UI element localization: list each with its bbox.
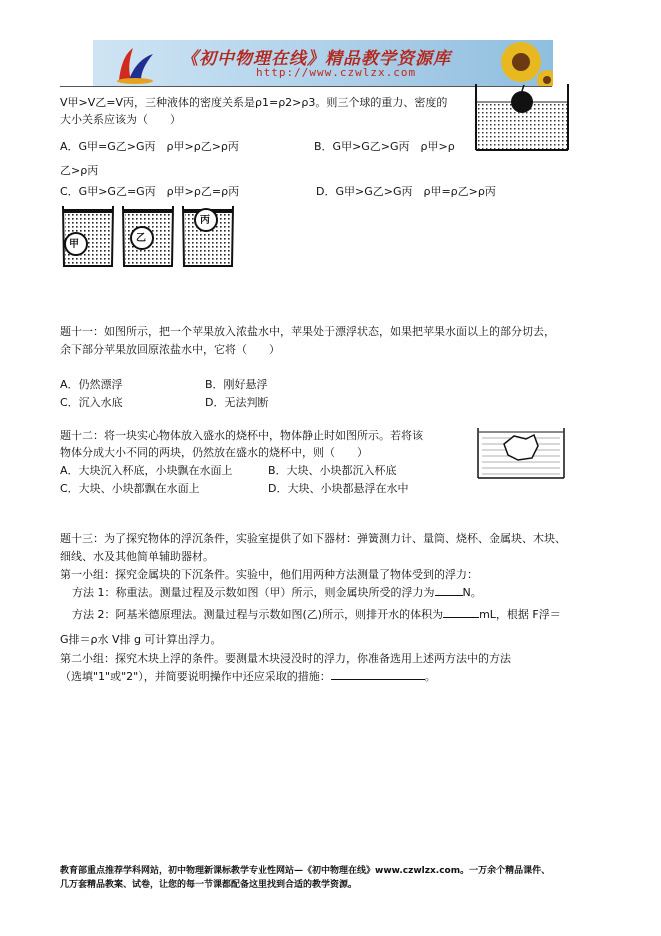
q11-option-b: B．刚好悬浮 — [205, 378, 268, 391]
beaker-label-jia: 甲 — [69, 239, 79, 250]
q10-line2: 大小关系应该为（ ） — [60, 113, 181, 126]
q12-option-d: D．大块、小块都悬浮在水中 — [268, 482, 409, 495]
site-logo-icon — [113, 44, 157, 84]
q13-method1-unit: N。 — [462, 586, 482, 599]
q13-line2: 细线、水及其他简单辅助器材。 — [60, 550, 214, 563]
q13-method1-text: 方法 1：称重法。测量过程及示数如图（甲）所示，则金属块所受的浮力为 — [72, 586, 435, 599]
answer-blank-buoyancy[interactable] — [435, 585, 463, 596]
q10-option-d: D．G甲>G乙>G丙 ρ甲=ρ乙>ρ丙 — [316, 185, 496, 198]
beaker-label-yi: 乙 — [136, 233, 146, 244]
q13-method1 — [72, 585, 482, 600]
stone-beaker-figure — [474, 424, 568, 482]
answer-blank-volume[interactable] — [443, 607, 479, 618]
header-title: 《初中物理在线》精品教学资源库 — [181, 49, 451, 69]
q13-method2 — [72, 607, 561, 622]
q13-method2-formula: G排＝ρ水 V排 g 可计算出浮力。 — [60, 633, 222, 646]
q13-group2-end: 。 — [424, 670, 436, 683]
q12-option-b: B．大块、小块都沉入杯底 — [268, 464, 397, 477]
q11-option-a: A．仍然漂浮 — [60, 378, 123, 391]
q11-line1: 题十一：如图所示，把一个苹果放入浓盐水中，苹果处于漂浮状态，如果把苹果水面以上的部分切去， — [60, 325, 555, 338]
q10-option-b-cont: 乙>ρ丙 — [60, 164, 99, 177]
q12-line1: 题十二：将一块实心物体放入盛水的烧杯中，物体静止时如图所示。若将该 — [60, 429, 423, 442]
q11-option-c: C．沉入水底 — [60, 396, 123, 409]
q11-line2: 余下部分苹果放回原浓盐水中，它将（ ） — [60, 343, 280, 356]
q13-group2-text: （选填"1"或"2"），并简要说明操作中还应采取的措施： — [60, 670, 331, 683]
q11-option-d: D．无法判断 — [205, 396, 269, 409]
q13-line3: 第一小组：探究金属块的下沉条件。实验中，他们用两种方法测量了物体受到的浮力： — [60, 568, 478, 581]
q12-option-a: A．大块沉入杯底，小块飘在水面上 — [60, 464, 233, 477]
q12-option-c: C．大块、小块都飘在水面上 — [60, 482, 200, 495]
q12-line2: 物体分成大小不同的两块，仍然放在盛水的烧杯中，则（ ） — [60, 446, 368, 459]
q10-option-a: A．G甲=G乙>G丙 ρ甲>ρ乙>ρ丙 — [60, 140, 239, 153]
q13-method2-text: 方法 2：阿基米德原理法。测量过程与示数如图(乙)所示，则排开水的体积为 — [72, 608, 444, 621]
footer-line2: 几万套精品教案、试卷，让您的每一节课都配备这里找到合适的教学资源。 — [60, 880, 358, 890]
q10-option-b: B．G甲>G乙>G丙 ρ甲>ρ — [314, 140, 455, 153]
q13-group2-line2 — [60, 669, 436, 684]
answer-blank-measure[interactable] — [331, 669, 425, 680]
header-url[interactable]: http://www.czwlzx.com — [256, 66, 417, 79]
footer-line1: 教育部重点推荐学科网站，初中物理新课标教学专业性网站—《初中物理在线》www.czwlzx.com。一万余个精品课件、 — [60, 866, 551, 876]
q13-line1: 题十三：为了探究物体的浮沉条件，实验室提供了如下器材：弹簧测力计、量筒、烧杯、金属块、木块、 — [60, 532, 566, 545]
beaker-label-bing: 丙 — [200, 215, 210, 226]
q13-group2-line1: 第二小组：探究木块上浮的条件。要测量木块浸没时的浮力，你准备选用上述两方法中的方法 — [60, 652, 511, 665]
q10-line1: V甲>V乙=V丙，三种液体的密度关系是ρ1=ρ2>ρ3。则三个球的重力、密度的 — [60, 96, 448, 109]
three-beakers-figure — [60, 202, 240, 270]
q10-option-c: C．G甲>G乙=G丙 ρ甲>ρ乙=ρ丙 — [60, 185, 240, 198]
q13-method2-unit: mL，根据 F浮＝ — [479, 608, 561, 621]
apple-beaker-figure — [470, 80, 574, 160]
